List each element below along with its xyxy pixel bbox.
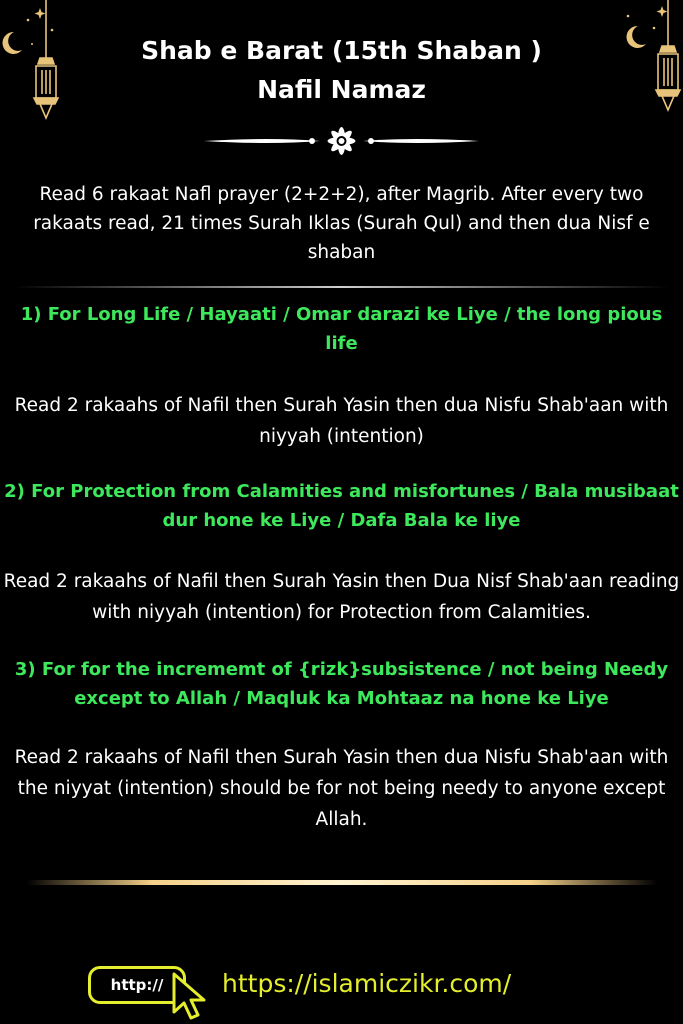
intro-paragraph: Read 6 rakaat Nafl prayer (2+2+2), after Magrib. After every two rakaats read, 21 times Surah Iklas (Surah Qul) and then dua Nisf e shaban [33, 184, 650, 263]
section-body-rizk: Read 2 rakaahs of Nafil then Surah Yasin then dua Nisfu Shab'aan with the niyyat (intention) should be for not being needy to anyone except Allah. [14, 747, 669, 830]
page-title-line2: Nafil Namaz [257, 75, 426, 104]
ornament-divider-icon [200, 117, 483, 165]
cursor-arrow-icon [170, 972, 214, 1022]
star-sparkle-icon [627, 6, 668, 29]
website-link[interactable]: https://islamiczikr.com/ [222, 969, 512, 998]
section-body-protection: Read 2 rakaahs of Nafil then Surah Yasin then Dua Nisf Shab'aan reading with niyyah (intention) for Protection from Calamities. [3, 571, 680, 623]
section-heading-long-life: 1) For Long Life / Hayaati / Omar darazi ke Liye / the long pious life [20, 304, 663, 354]
section-body-long-life: Read 2 rakaahs of Nafil then Surah Yasin then dua Nisfu Shab'aan with niyyah (intention) [14, 395, 669, 447]
section-divider [14, 286, 669, 288]
page-title-line1: Shab e Barat (15th Shaban ) [141, 36, 542, 65]
gold-divider [26, 880, 657, 885]
section-heading-protection: 2) For Protection from Calamities and misfortunes / Bala musibaat dur hone ke Liye / Dafa Bala ke liye [4, 481, 679, 531]
url-badge-label: http:// [110, 976, 164, 994]
section-heading-rizk: 3) For for the incrememt of {rizk}subsistence / not being Needy except to Allah / Maqluk ka Mohtaaz na hone ke Liye [14, 659, 669, 709]
